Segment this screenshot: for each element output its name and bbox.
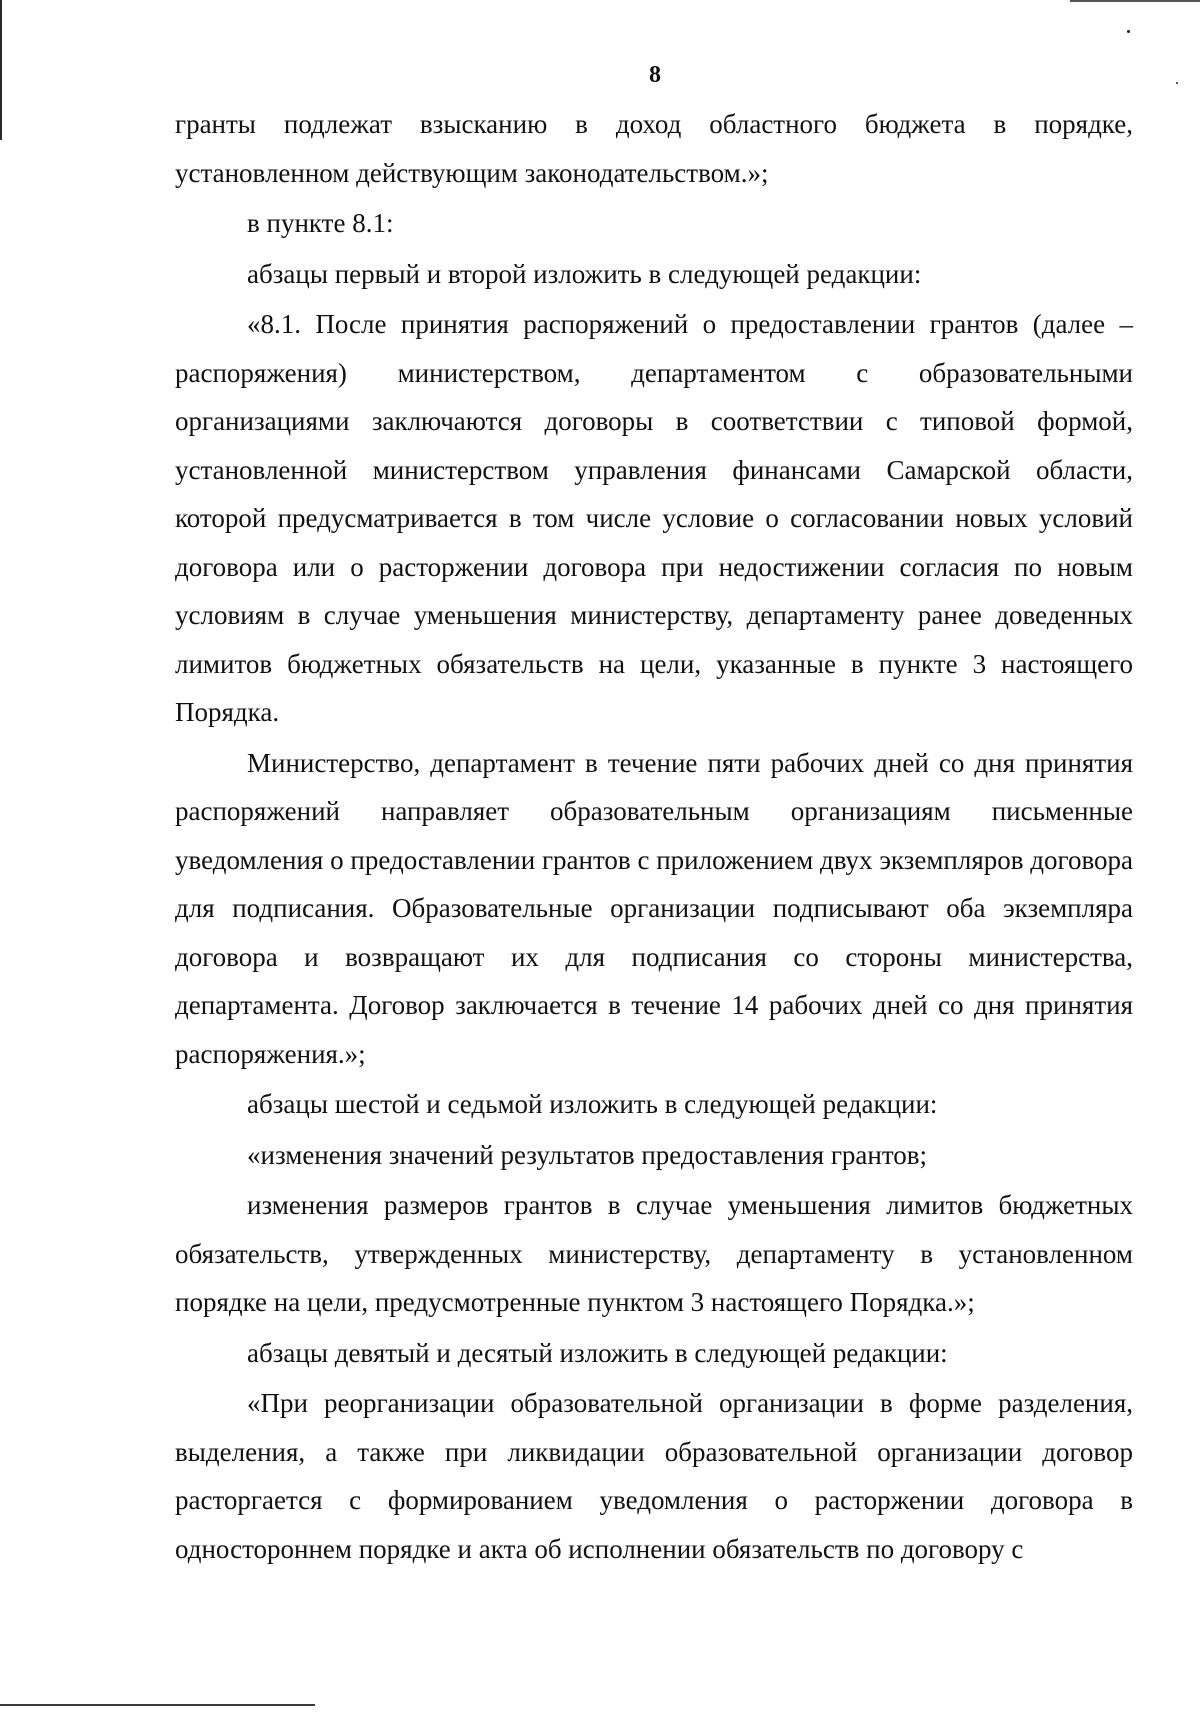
scan-line-artifact (0, 1704, 315, 1706)
paragraph: Министерство, департамент в течение пяти рабочих дней со дня принятия распоряжений направляет образовательным организациям письменные уведомления о предоставлении грантов с приложением двух экземпляров договора для подписания. Образовательные организации подписывают оба экземпляра договора и возвращают их для подписания со стороны министерства, департамента. Договор заключается в течение 14 рабочих дней со дня принятия распоряжения.»; (175, 747, 1133, 1069)
paragraph: «При реорганизации образовательной организации в форме разделения, выделения, а также при ликвидации образовательной организации договор расторгается с формированием уведомления о расторжении договора в одностороннем порядке и акта об исполнении обязательств по договору с (175, 1388, 1133, 1564)
paragraph: абзацы шестой и седьмой изложить в следующей редакции: (247, 1089, 938, 1119)
paragraph: в пункте 8.1: (247, 208, 394, 238)
paragraph: «изменения значений результатов предоставления грантов; (247, 1139, 928, 1170)
page-number: 8 (649, 62, 661, 88)
scan-speck (1127, 30, 1130, 33)
paragraph: абзацы первый и второй изложить в следующей редакции: (247, 258, 922, 289)
document-body (175, 100, 1133, 1573)
paragraph: изменения размеров грантов в случае уменьшения лимитов бюджетных обязательств, утвержденных министерству, департаменту в установленном порядке на цели, предусмотренные пунктом 3 настоящего Порядка.»; (175, 1190, 1133, 1317)
scan-line-artifact (1070, 0, 1200, 2)
paragraph: гранты подлежат взысканию в доход областного бюджета в порядке, установленном действующим законодательством.»; (175, 109, 1133, 188)
paragraph: абзацы девятый и десятый изложить в следующей редакции: (247, 1337, 948, 1368)
paragraph: «8.1. После принятия распоряжений о предоставлении грантов (далее – распоряжения) министерством, департаментом с образовательными организациями заключаются договоры в соответствии с типовой формой, установленной министерством управления финансами Самарской области, которой предусматривается в том числе условие о согласовании новых условий договора или о расторжении договора при недостижении согласия по новым условиям в случае уменьшения министерству, департаменту ранее доведенных лимитов бюджетных обязательств на цели, указанные в пункте 3 настоящего Порядка. (175, 309, 1133, 727)
